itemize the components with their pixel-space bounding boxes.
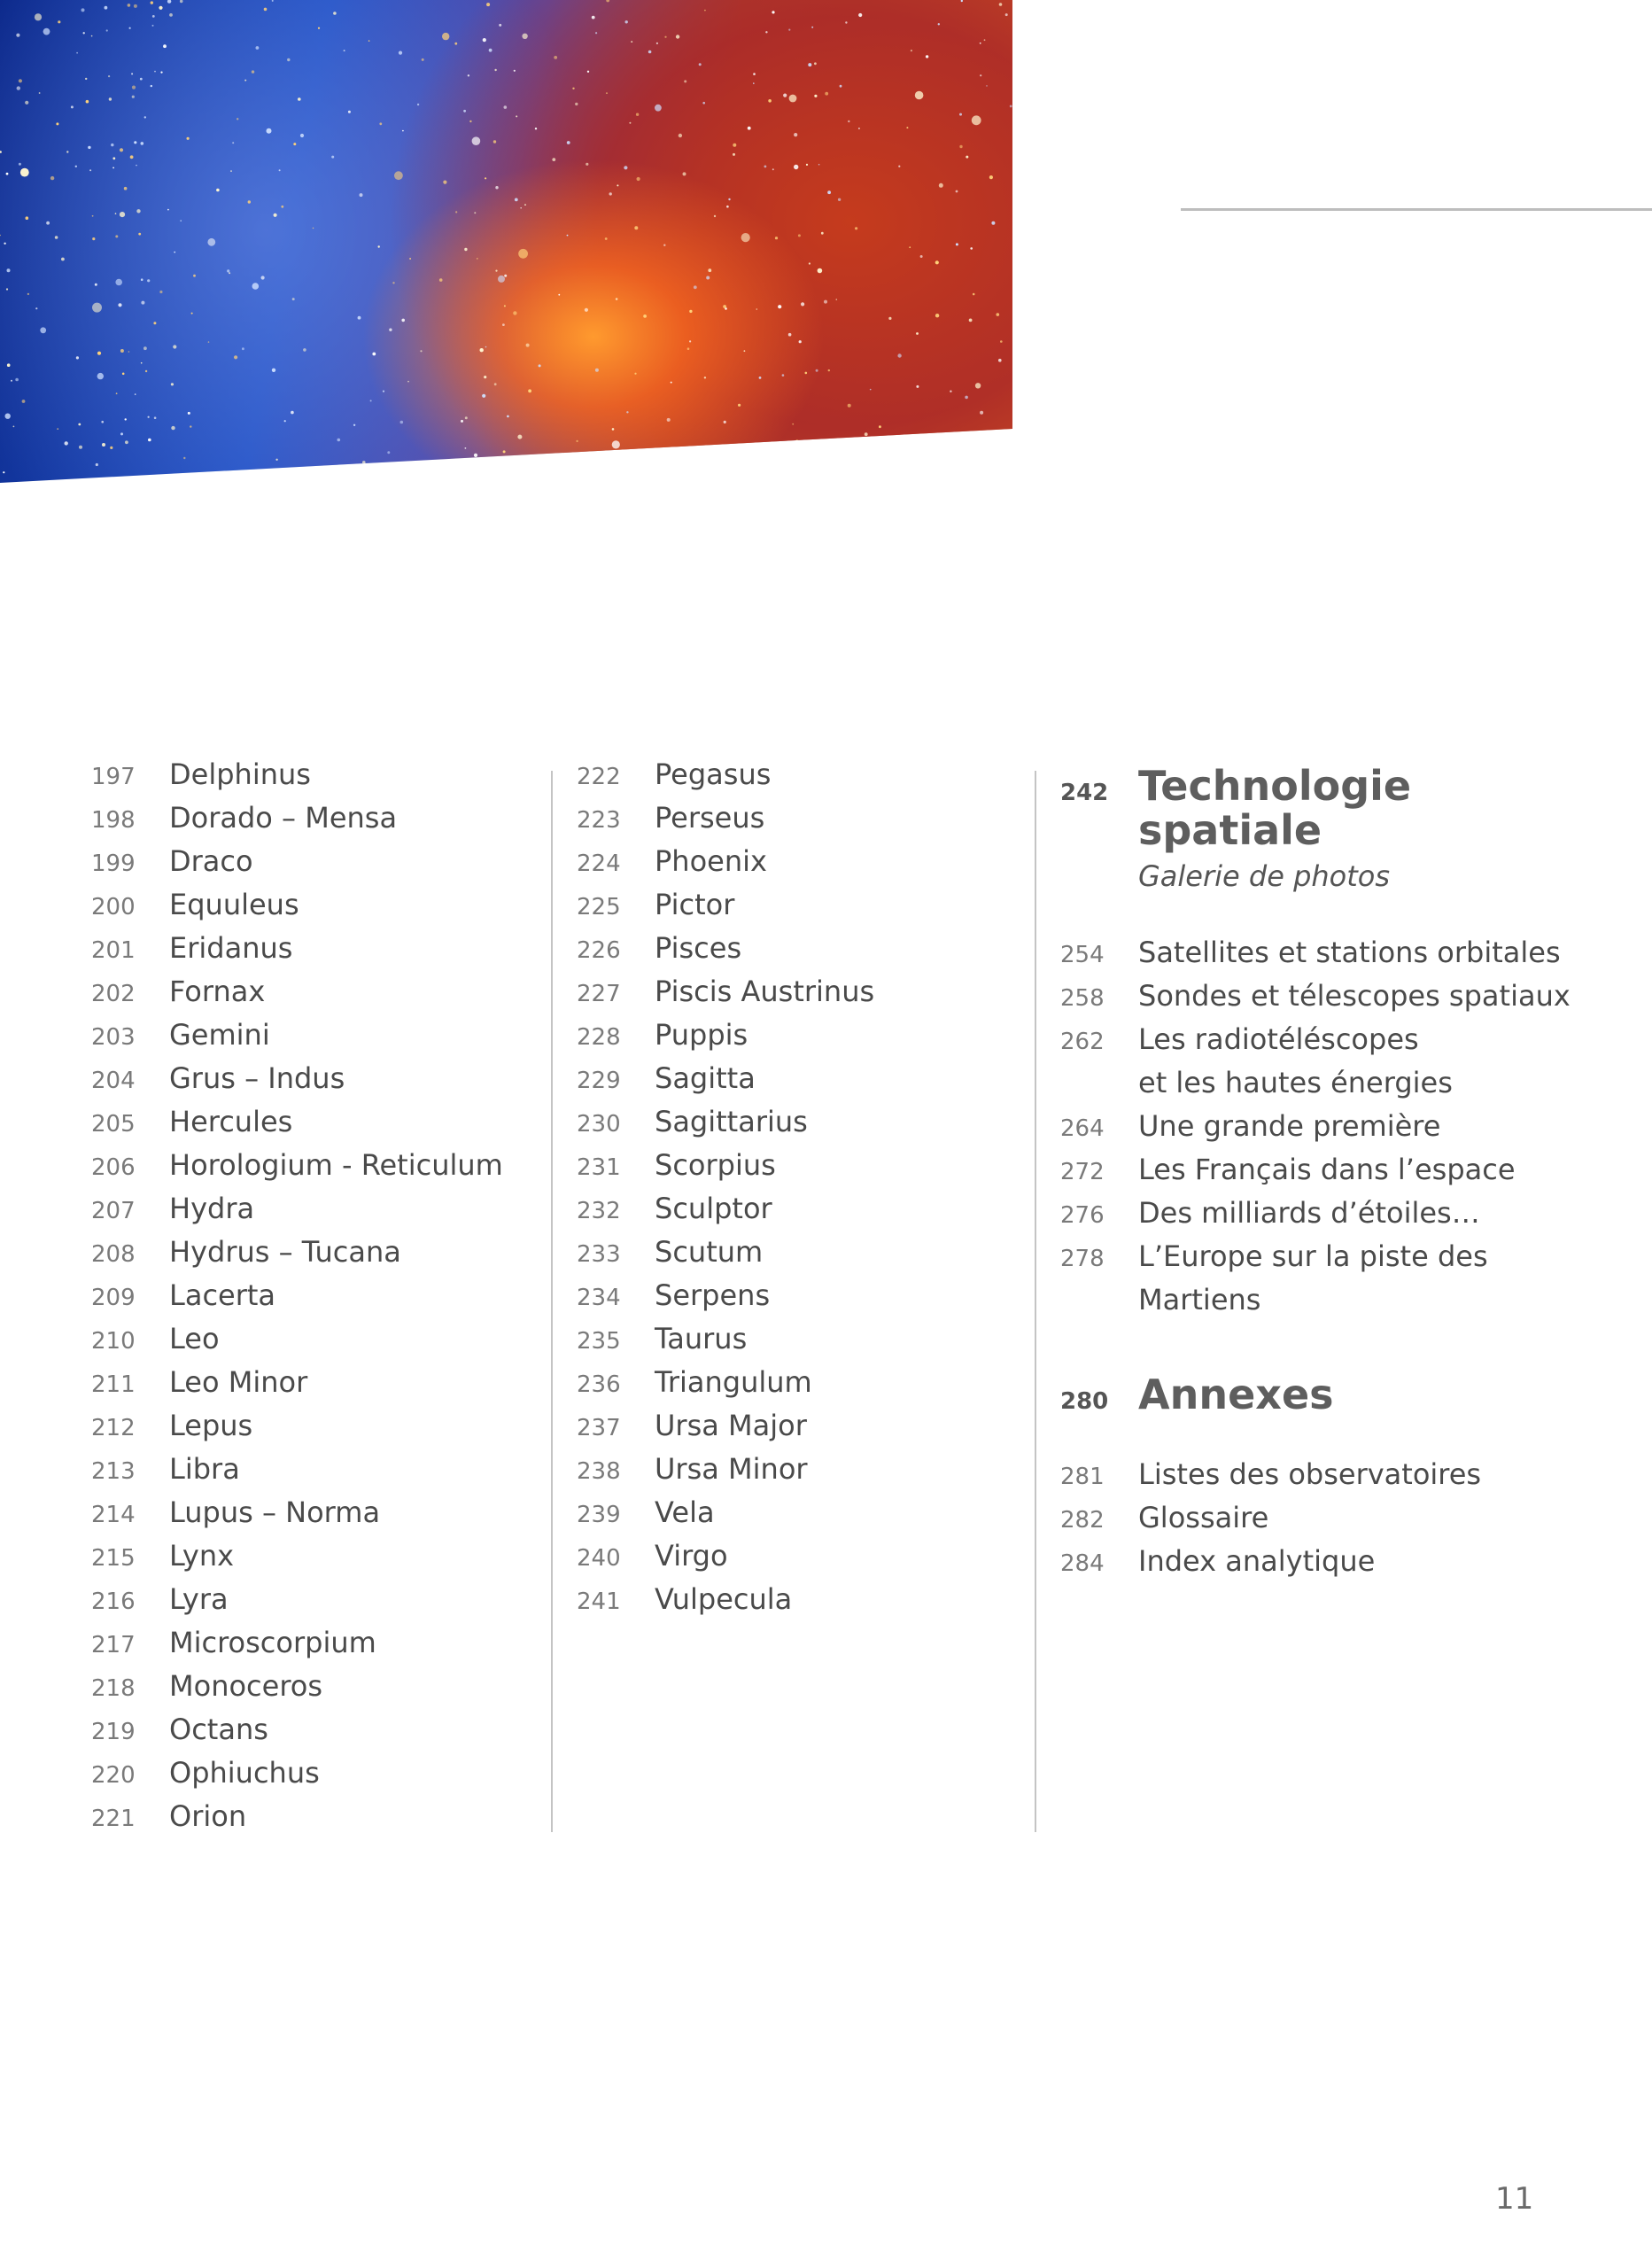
section-technologie[interactable] [1060,764,1571,808]
toc-entry[interactable] [577,1322,874,1365]
toc-entry-title: Hercules [169,1105,293,1138]
toc-page-number: 237 [577,1415,621,1441]
toc-entry-title: Vela [655,1495,715,1529]
toc-page-number: 206 [91,1154,136,1181]
toc-entry[interactable] [91,1365,503,1409]
toc-entry-title: Serpens [655,1278,771,1312]
toc-entry-title: Index analytique [1138,1544,1376,1578]
toc-entry[interactable] [91,757,503,801]
toc-page-number: 232 [577,1198,621,1224]
toc-entry-title: Vulpecula [655,1582,793,1616]
toc-entry-title: Les Français dans l’espace [1138,1153,1516,1186]
toc-entry-title: Taurus [655,1322,748,1355]
toc-entry-title: Gemini [169,1018,270,1052]
toc-entry[interactable] [1060,1239,1571,1283]
toc-page-number: 284 [1060,1550,1105,1577]
column-divider-1 [551,771,553,1832]
toc-page-number: 218 [91,1675,136,1702]
toc-page-number: 220 [91,1762,136,1789]
toc-entry[interactable] [91,1669,503,1713]
toc-entry-title: Une grande première [1138,1109,1441,1143]
toc-entry-title: Hydra [169,1192,255,1225]
toc-entry[interactable] [577,1409,874,1452]
toc-page-number: 226 [577,937,621,964]
toc-entry-title: Hydrus – Tucana [169,1235,401,1269]
toc-page-number: 278 [1060,1246,1105,1272]
toc-entry-title: Ursa Minor [655,1452,808,1486]
header-rule [1181,208,1652,211]
toc-page-number: 212 [91,1415,136,1441]
toc-entry-title: Lynx [169,1539,235,1573]
toc-page-number: 202 [91,981,136,1007]
toc-entry[interactable] [91,1235,503,1278]
toc-page-number: 217 [91,1632,136,1658]
toc-entry-title: L’Europe sur la piste des [1138,1239,1488,1273]
section-annexes[interactable] [1060,1372,1571,1417]
toc-entry[interactable] [577,1452,874,1495]
section-heading-line2: spatiale [1138,806,1322,854]
toc-entry-title: Sagitta [655,1061,756,1095]
toc-column-3 [1060,764,1571,1588]
toc-entry-title: Equuleus [169,888,299,921]
toc-entry[interactable] [91,1582,503,1626]
starfield [0,0,1012,483]
toc-page-number: 239 [577,1502,621,1528]
toc-page-number: 201 [91,937,136,964]
column-divider-2 [1035,771,1036,1832]
hero-nebula-image [0,0,1012,483]
toc-entry-title: Lyra [169,1582,229,1616]
toc-entry[interactable] [1060,936,1571,979]
toc-entry-title: Listes des observatoires [1138,1457,1482,1491]
toc-entry-title: Draco [169,844,253,878]
toc-page-number: 205 [91,1111,136,1138]
section-page-number: 280 [1060,1388,1109,1415]
toc-entry-title: Scorpius [655,1148,776,1182]
toc-entry[interactable] [1060,1196,1571,1239]
toc-page-number: 236 [577,1371,621,1398]
toc-entry[interactable] [577,1539,874,1582]
toc-page-number: 213 [91,1458,136,1485]
toc-entry-title: Puppis [655,1018,748,1052]
toc-entry-title: Microscorpium [169,1626,376,1659]
toc-entry[interactable] [91,931,503,975]
toc-entry-title: Delphinus [169,757,311,791]
toc-entry-title: Scutum [655,1235,764,1269]
toc-entry[interactable] [577,1235,874,1278]
toc-entry[interactable] [91,888,503,931]
toc-page-number: 282 [1060,1507,1105,1534]
toc-column-1 [91,757,503,1843]
toc-page-number: 228 [577,1024,621,1051]
toc-page-number: 210 [91,1328,136,1355]
toc-page-number: 233 [577,1241,621,1268]
toc-page-number: 211 [91,1371,136,1398]
toc-entry[interactable] [577,888,874,931]
toc-entry-title: Lupus – Norma [169,1495,381,1529]
section-heading-line1: Technologie [1138,762,1412,810]
toc-entry[interactable] [91,1539,503,1582]
toc-entry[interactable] [577,1105,874,1148]
page-number: 11 [1495,2181,1534,2217]
toc-page-number: 224 [577,850,621,877]
toc-page-number: 254 [1060,942,1105,968]
toc-entry-title: Les radiotéléscopes [1138,1022,1419,1056]
toc-entry-title: Lacerta [169,1278,276,1312]
toc-entry[interactable] [91,1409,503,1452]
toc-entry-title: Libra [169,1452,240,1486]
toc-entry-title: Ophiuchus [169,1756,320,1790]
toc-entry-title: Pictor [655,888,735,921]
toc-page-number: 264 [1060,1115,1105,1142]
toc-entry-title: Dorado – Mensa [169,801,398,835]
toc-entry[interactable] [91,1018,503,1061]
toc-entry-title: Perseus [655,801,765,835]
toc-page-number: 258 [1060,985,1105,1012]
toc-entry-title: Phoenix [655,844,767,878]
toc-entry-title: Fornax [169,975,266,1008]
toc-entry[interactable] [577,801,874,844]
toc-entry[interactable] [1060,1153,1571,1196]
toc-entry-title: Pegasus [655,757,772,791]
toc-page-number: 204 [91,1068,136,1094]
toc-entry-title: Ursa Major [655,1409,807,1442]
toc-entry-title-cont: Martiens [1138,1283,1261,1317]
toc-entry[interactable] [1060,1022,1571,1066]
toc-page-number: 229 [577,1068,621,1094]
toc-page-number: 235 [577,1328,621,1355]
toc-entry[interactable] [91,801,503,844]
toc-page-number: 240 [577,1545,621,1572]
toc-entry[interactable] [91,1799,503,1843]
toc-page-number: 219 [91,1719,136,1745]
section-subtitle: Galerie de photos [1138,859,1391,893]
toc-entry-title: Sculptor [655,1192,772,1225]
toc-entry[interactable] [91,1061,503,1105]
toc-entry[interactable] [577,844,874,888]
toc-page-number: 272 [1060,1159,1105,1185]
section-heading: Annexes [1138,1371,1334,1418]
toc-entry[interactable] [577,757,874,801]
toc-page-number: 209 [91,1285,136,1311]
toc-page-number: 200 [91,894,136,920]
section-page-number: 242 [1060,780,1109,806]
toc-entry-continuation [1060,1283,1571,1326]
toc-page-number: 223 [577,807,621,834]
toc-entry-title: Satellites et stations orbitales [1138,936,1561,969]
toc-entry-title: Piscis Austrinus [655,975,875,1008]
toc-entry[interactable] [91,1322,503,1365]
toc-entry[interactable] [91,1756,503,1799]
toc-page-number: 276 [1060,1202,1105,1229]
toc-entry[interactable] [91,1713,503,1756]
toc-entry-title: Eridanus [169,931,293,965]
toc-entry[interactable] [577,1278,874,1322]
toc-page-number: 198 [91,807,136,834]
toc-column-2 [577,757,874,1626]
toc-page-number: 203 [91,1024,136,1051]
toc-page-number: 215 [91,1545,136,1572]
toc-entry-title: Lepus [169,1409,253,1442]
toc-entry-title: Sagittarius [655,1105,808,1138]
toc-entry[interactable] [577,1018,874,1061]
toc-entry[interactable] [91,844,503,888]
toc-entry[interactable] [91,1105,503,1148]
toc-page-number: 231 [577,1154,621,1181]
toc-page-number: 230 [577,1111,621,1138]
toc-entry-title: Leo [169,1322,220,1355]
toc-page-number: 197 [91,764,136,790]
toc-entry[interactable] [91,975,503,1018]
toc-entry[interactable] [1060,1501,1571,1544]
toc-entry-continuation [1060,1066,1571,1109]
toc-page-number: 225 [577,894,621,920]
toc-entry[interactable] [91,1452,503,1495]
toc-entry-title: Des milliards d’étoiles… [1138,1196,1480,1230]
toc-entry-title: Monoceros [169,1669,323,1703]
toc-entry-title: Sondes et télescopes spatiaux [1138,979,1571,1013]
toc-page-number: 234 [577,1285,621,1311]
toc-page-number: 227 [577,981,621,1007]
toc-entry[interactable] [91,1495,503,1539]
toc-entry[interactable] [577,975,874,1018]
toc-entry-title: Glossaire [1138,1501,1269,1534]
toc-entry[interactable] [577,931,874,975]
toc-entry[interactable] [577,1582,874,1626]
toc-page-number: 281 [1060,1464,1105,1490]
toc-page-number: 208 [91,1241,136,1268]
toc-entry-title-cont: et les hautes énergies [1138,1066,1453,1099]
toc-page-number: 222 [577,764,621,790]
toc-entry[interactable] [1060,979,1571,1022]
toc-entry-title: Grus – Indus [169,1061,345,1095]
toc-entry[interactable] [91,1148,503,1192]
toc-entry-title: Pisces [655,931,742,965]
toc-entry[interactable] [577,1365,874,1409]
toc-page-number: 241 [577,1588,621,1615]
toc-page-number: 238 [577,1458,621,1485]
toc-entry-title: Triangulum [655,1365,812,1399]
toc-entry[interactable] [91,1278,503,1322]
toc-entry[interactable] [91,1626,503,1669]
toc-entry[interactable] [577,1061,874,1105]
toc-entry-title: Virgo [655,1539,728,1573]
toc-entry-title: Leo Minor [169,1365,308,1399]
toc-entry[interactable] [1060,1109,1571,1153]
toc-entry[interactable] [577,1148,874,1192]
toc-page-number: 199 [91,850,136,877]
toc-page-number: 207 [91,1198,136,1224]
toc-entry[interactable] [577,1192,874,1235]
toc-page-number: 216 [91,1588,136,1615]
toc-entry[interactable] [1060,1544,1571,1588]
toc-entry[interactable] [577,1495,874,1539]
toc-entry[interactable] [1060,1457,1571,1501]
toc-entry-title: Horologium - Reticulum [169,1148,503,1182]
toc-page-number: 221 [91,1806,136,1832]
toc-entry-title: Octans [169,1713,268,1746]
toc-entry[interactable] [91,1192,503,1235]
toc-entry-title: Orion [169,1799,247,1833]
toc-page-number: 262 [1060,1029,1105,1055]
toc-page-number: 214 [91,1502,136,1528]
